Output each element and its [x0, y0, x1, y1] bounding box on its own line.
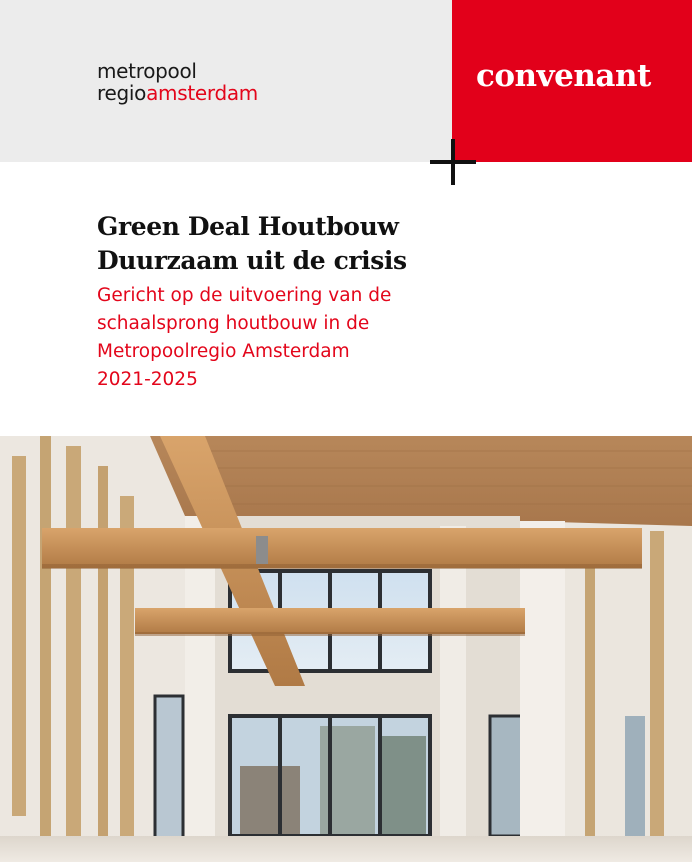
subtitle-line-2: schaalsprong houtbouw in de	[97, 313, 370, 334]
logo-amsterdam: amsterdam	[146, 81, 258, 105]
convenant-badge	[452, 0, 692, 162]
plus-icon-vertical	[451, 139, 455, 185]
cover-photo-timber-interior	[0, 436, 692, 862]
subtitle-line-1: Gericht op de uitvoering van de	[97, 285, 392, 306]
logo-line-2	[97, 82, 258, 104]
logo-regio: regio	[97, 81, 147, 105]
logo-line-1: metropool	[97, 59, 197, 83]
metropoolregio-logo	[97, 60, 258, 104]
cover-title	[97, 210, 407, 278]
subtitle-line-3: Metropoolregio Amsterdam	[97, 341, 350, 362]
title-line-2: Duurzaam uit de crisis	[97, 246, 407, 275]
title-line-1: Green Deal Houtbouw	[97, 212, 399, 241]
cover-subtitle	[97, 282, 391, 394]
convenant-label: convenant	[476, 58, 651, 94]
plus-icon	[430, 139, 476, 185]
subtitle-line-4: 2021-2025	[97, 369, 198, 390]
